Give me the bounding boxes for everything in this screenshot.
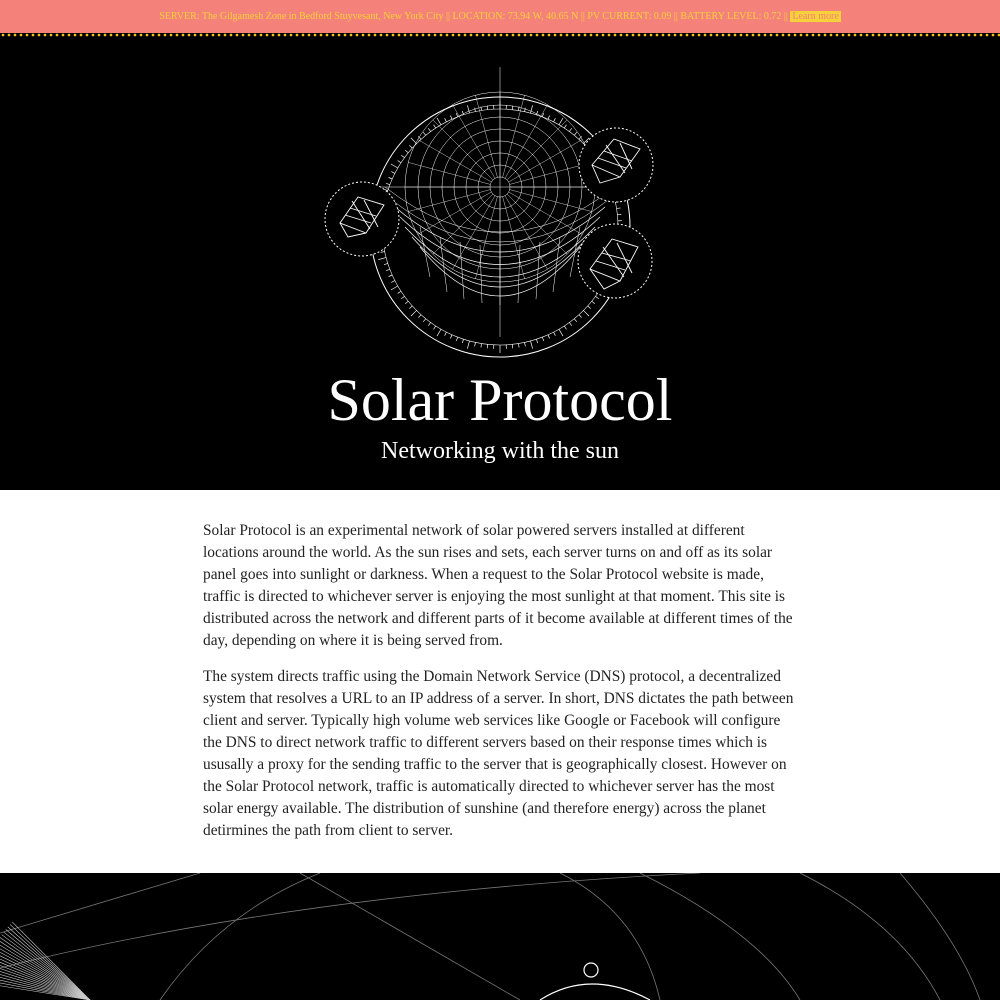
hero-section [0, 37, 1000, 490]
solar-panel-bottom-right-icon [578, 224, 652, 298]
status-bar [0, 0, 1000, 34]
page-subtitle: Networking with the sun [0, 435, 1000, 467]
network-map-graphic [0, 873, 1000, 1000]
dns-paragraph: The system directs traffic using the Domain Network Service (DNS) protocol, a decentralized system that resolves a URL to an IP address of a server. In short, DNS dictates the path between client and server. Typically high volume web services like Google or Facebook will configure the DNS to direct network traffic to different servers based on their response times which is ususally a proxy for the sending traffic to the server that is geographically closest. However on the Solar Protocol network, traffic is automatically directed to whichever server has the most solar energy available. The distribution of sunshine (and therefore energy) across the planet detirmines the path from client to server. [203, 666, 799, 842]
intro-paragraph: Solar Protocol is an experimental network of solar powered servers installed at different locations around the world. As the sun rises and sets, each server turns on and off as its solar panel goes into sunlight or darkness. When a request to the Solar Protocol website is made, traffic is directed to whichever server is enjoying the most sunlight at that moment. This site is distributed across the network and different parts of it become available at different times of the day, depending on where it is being served from. [203, 520, 799, 652]
page-title: Solar Protocol [0, 365, 1000, 435]
solar-panel-top-right-icon [579, 128, 653, 202]
network-map-section [0, 873, 1000, 1000]
intro-content [203, 520, 799, 856]
learn-more-link[interactable]: Learn more [790, 11, 840, 22]
server-status-text: SERVER: The Gilgamesh Zone in Bedford Stuyvesant, New York City || LOCATION: 73.94 W, 40.65 N || PV CURRENT: 0.09 || BATTERY LEVEL: 0.72 || [159, 11, 790, 22]
solar-panel-left-icon [325, 182, 399, 256]
